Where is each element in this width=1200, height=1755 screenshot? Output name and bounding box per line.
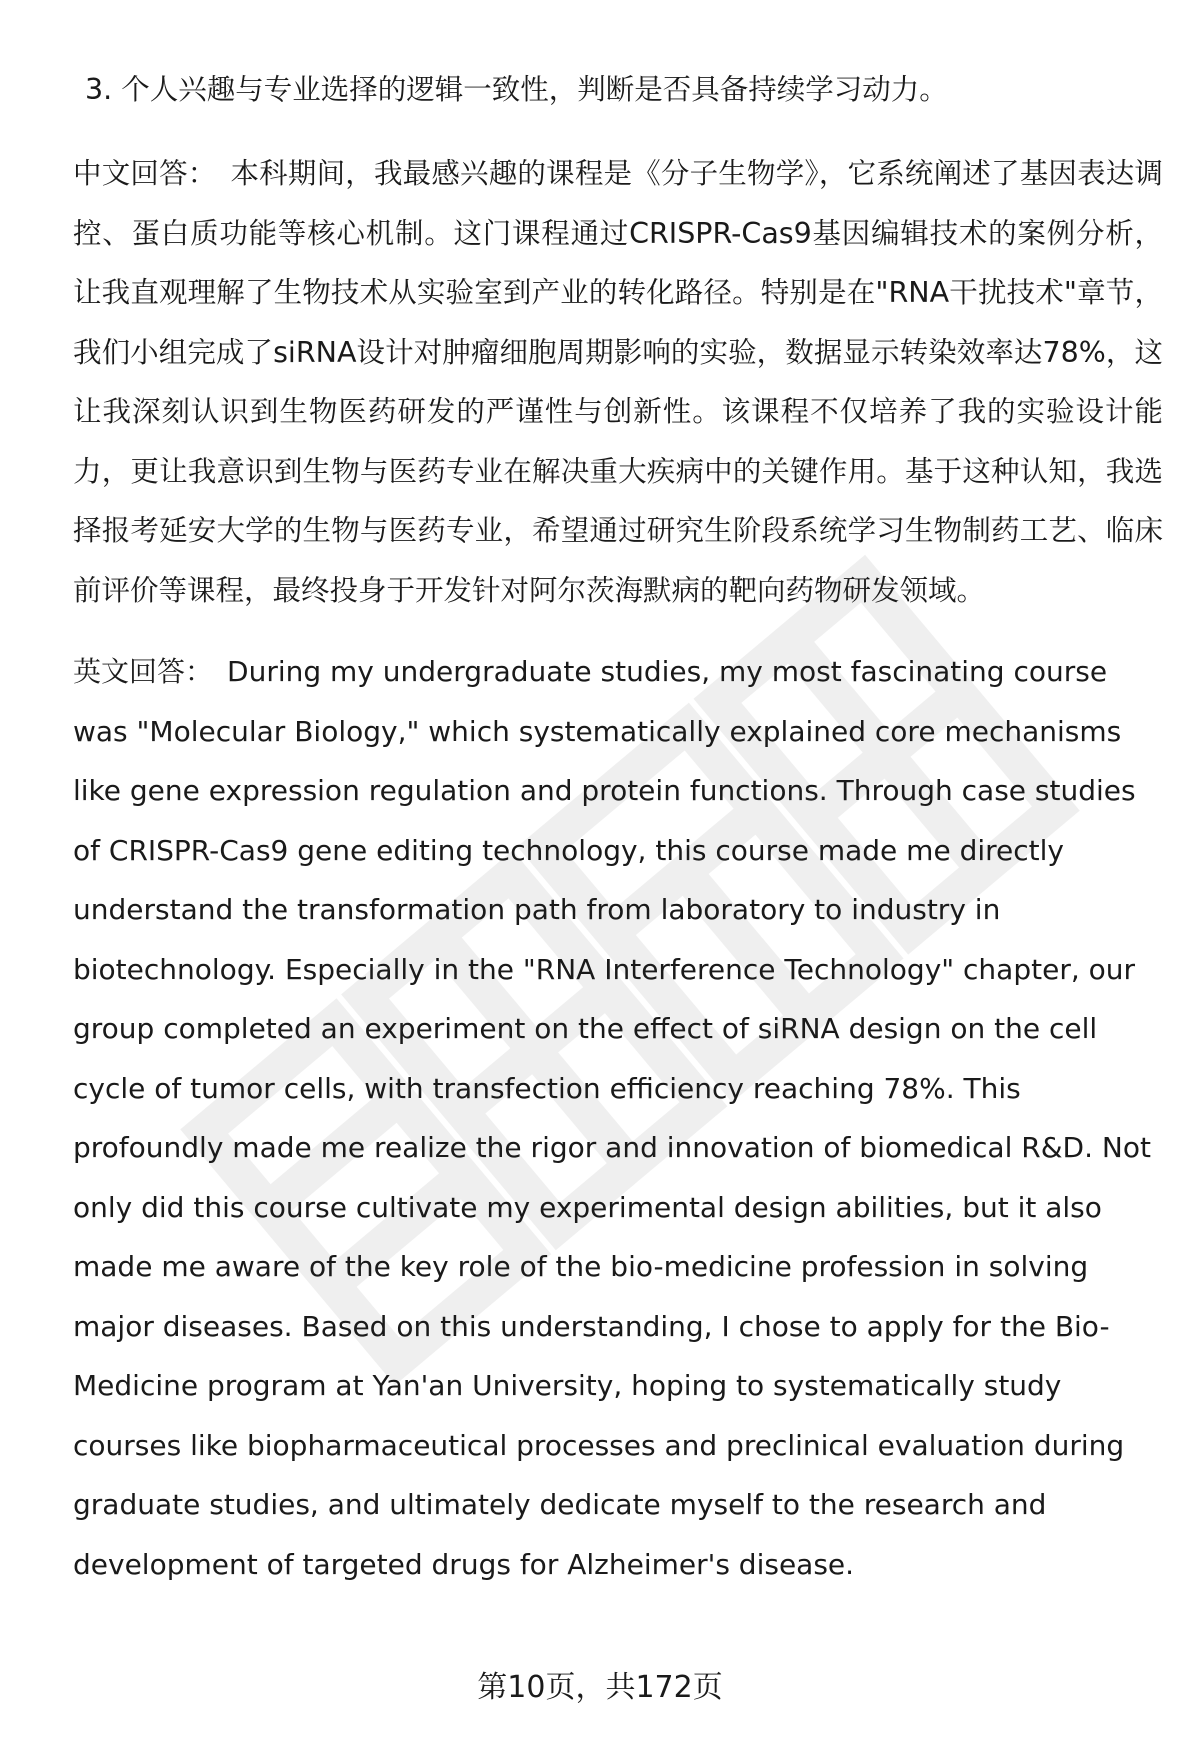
document-body (73, 60, 1163, 1616)
english-answer-label: 英文回答： (73, 655, 214, 688)
question-item-3: 3. 个人兴趣与专业选择的逻辑一致性，判断是否具备持续学习动力。 (85, 73, 948, 106)
chinese-answer-text: 本科期间，我最感兴趣的课程是《分子生物学》，它系统阐述了基因表达调控、蛋白质功能等核心机制。这门课程通过CRISPR-Cas9基因编辑技术的案例分析，让我直观理解了生物技术从实验室到产业的转化路径。特别是在"RNA干扰技术"章节，我们小组完成了siRNA设计对肿瘤细胞周期影响的实验，数据显示转染效率达78%，这让我深刻认识到生物医药研发的严谨性与创新性。该课程不仅培养了我的实验设计能力，更让我意识到生物与医药专业在解决重大疾病中的关键作用。基于这种认知，我选择报考延安大学的生物与医药专业，希望通过研究生阶段系统学习生物制药工艺、临床前评价等课程，最终投身于开发针对阿尔茨海默病的靶向药物研发领域。 (73, 157, 1163, 607)
chinese-answer (73, 144, 1163, 620)
chinese-answer-label: 中文回答： (73, 157, 217, 190)
english-answer (73, 642, 1163, 1594)
english-answer-text: During my undergraduate studies, my most fascinating course was "Molecular Biology," which systematically explained core mechanisms like gene expression regulation and protein functions. Through case studies of CRISPR-Cas9 gene editing technology, this course made me directly understand the transformation path from laboratory to industry in biotechnology. Especially in the "RNA Interference Technology" chapter, our group completed an experiment on the effect of siRNA design on the cell cycle of tumor cells, with transfection efficiency reaching 78%. This profoundly made me realize the rigor and innovation of biomedical R&D. Not only did this course cultivate my experimental design abilities, but it also made me aware of the key role of the bio-medicine profession in solving major diseases. Based on this understanding, I chose to apply for the Bio-Medicine program at Yan'an University, hoping to systematically study courses like biopharmaceutical processes and preclinical evaluation during graduate studies, and ultimately dedicate myself to the research and development of targeted drugs for Alzheimer's disease. (73, 655, 1151, 1581)
page-number: 第10页，共172页 (477, 1670, 723, 1705)
